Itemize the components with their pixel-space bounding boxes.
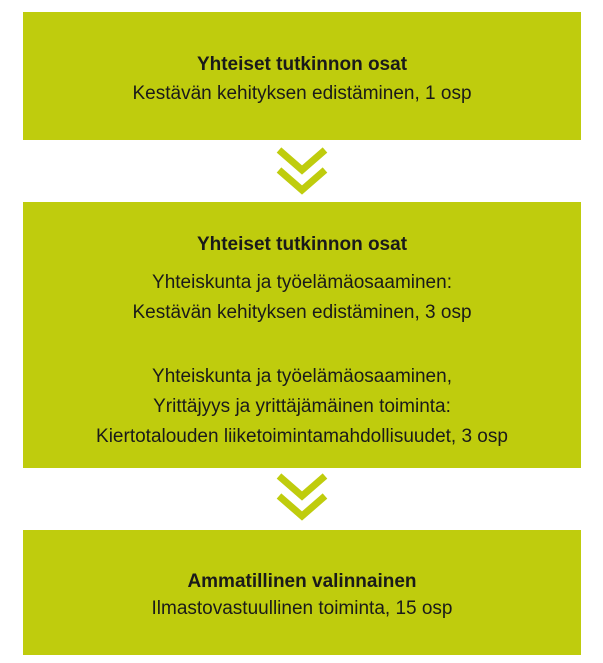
step-2-group-1 <box>23 268 581 328</box>
double-chevron-down-icon <box>276 472 328 524</box>
step-box-2 <box>23 202 581 468</box>
step-3-title: Ammatillinen valinnainen <box>187 571 417 592</box>
step-2-title: Yhteiset tutkinnon osat <box>196 234 408 255</box>
step-box-1 <box>23 12 581 140</box>
step-2-group-2-line: Yhteiskunta ja työelämäosaaminen, <box>152 366 452 387</box>
step-2-group-1-line: Yhteiskunta ja työelämäosaaminen: <box>152 272 452 293</box>
step-1-course: Kestävän kehityksen edistäminen, 1 osp <box>132 83 472 104</box>
step-3-course: Ilmastovastuullinen toiminta, 15 osp <box>151 598 453 619</box>
double-chevron-down-icon <box>276 146 328 198</box>
step-2-group-2-line: Yrittäjyys ja yrittäjämäinen toiminta: <box>153 396 451 417</box>
step-box-3 <box>23 530 581 655</box>
step-1-title: Yhteiset tutkinnon osat <box>196 54 408 75</box>
step-2-group-2 <box>23 362 581 452</box>
step-2-group-2-line: Kiertotalouden liiketoimintamahdollisuudet, 3 osp <box>96 426 508 447</box>
step-2-group-1-line: Kestävän kehityksen edistäminen, 3 osp <box>132 302 472 323</box>
